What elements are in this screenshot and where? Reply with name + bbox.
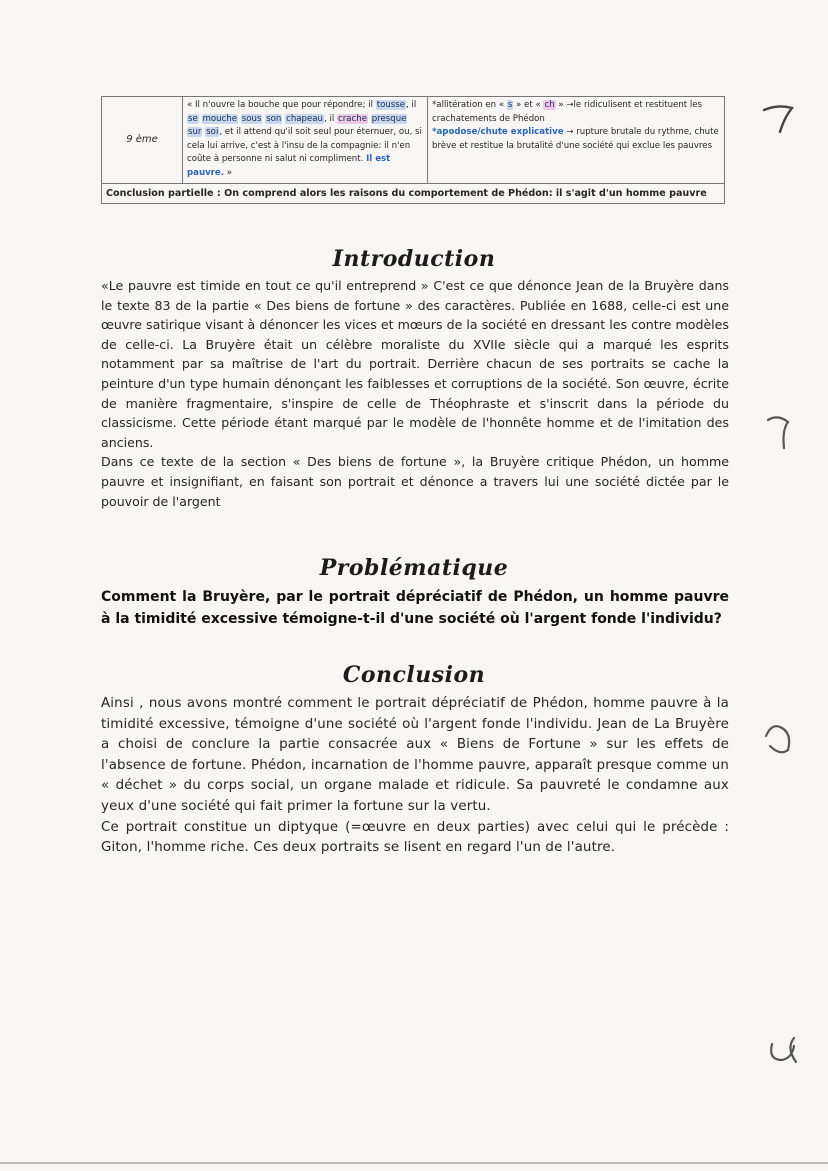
conclusion-text bbox=[101, 694, 729, 859]
introduction-paragraph: «Le pauvre est timide en tout ce qu'il entreprend » C'est ce que dénonce Jean de la Bruyère dans le texte 83 de la partie « Des biens de fortune » des caractères. Publiée en 1688, celle-ci est une œuvre satirique visant à dénoncer les vices et mœurs de la société en dressant les contre modèles de celle-ci. La Bruyère était un célèbre moraliste du XVIIe siècle qui a marqué les esprits notamment par sa maîtrise de l'art du portrait. Derrière chacun de ses portraits se cache la peinture d'un type humain dénonçant les faiblesses et corruptions de la société. Son œuvre, écrite de manière fragmentaire, s'inspire de celle de Théophraste et s'inscrit dans la période du classicisme. Cette période étant marqué par le modèle de l'honnête homme et de l'imitation des anciens. bbox=[101, 278, 729, 450]
analysis-table bbox=[101, 96, 725, 204]
margin-mark bbox=[760, 100, 800, 136]
conclusion-paragraph: Ainsi , nous avons montré comment le portrait dépréciatif de Phédon, homme pauvre à la timidité excessive, témoigne d'une société où l'argent fonde l'individu. Jean de La Bruyère a choisi de conclure la partie consacrée aux « Biens de Fortune » sur les effets de l'absence de fortune. Phédon, incarnation de l'homme pauvre, apparaît presque comme un « déchet » du corps social, un organe malade et ridicule. Sa pauvreté le condamne aux yeux d'une société qui fait primer la fortune sur la vertu. bbox=[101, 696, 729, 814]
margin-mark bbox=[762, 408, 798, 452]
analysis-cell: *allitération en « s » et « ch » →le ridiculisent et restituent les crachatements de Phédon *apodose/chute explicative → rupture brutale du rythme, chute brève et restitue la brutalité d'une société qui exclue les pauvres bbox=[428, 97, 725, 184]
introduction-heading: Introduction bbox=[332, 246, 496, 272]
partial-conclusion: Conclusion partielle : On comprend alors les raisons du comportement de Phédon: il s'agit d'un homme pauvre bbox=[102, 183, 725, 204]
table-row bbox=[102, 183, 725, 204]
problematique-heading: Problématique bbox=[319, 555, 509, 581]
margin-mark bbox=[762, 1026, 808, 1070]
quote-cell: « Il n'ouvre la bouche que pour répondre; il tousse, il se mouche sous son chapeau, il crache presque sur soi, et il attend qu'il soit seul pour éternuer, ou, si cela lui arrive, c'est à l'insu de la compagnie: il n'en coûte à personne ni salut ni compliment. Il est pauvre. » bbox=[183, 97, 428, 184]
margin-mark bbox=[758, 716, 802, 760]
row-label: 9 ème bbox=[102, 97, 183, 184]
problematique-text: Comment la Bruyère, par le portrait dépréciatif de Phédon, un homme pauvre à la timidité excessive témoigne-t-il d'une société où l'argent fonde l'individu? bbox=[101, 589, 729, 627]
introduction-paragraph: Dans ce texte de la section « Des biens de fortune », la Bruyère critique Phédon, un homme pauvre et insignifiant, en faisant son portrait et dénonce a travers lui une société dictée par le pouvoir de l'argent bbox=[101, 454, 729, 509]
introduction-text bbox=[101, 276, 729, 511]
table-row bbox=[102, 97, 725, 184]
conclusion-paragraph: Ce portrait constitue un diptyque (=œuvre en deux parties) avec celui qui le précède : Giton, l'homme riche. Ces deux portraits se lisent en regard l'un de l'autre. bbox=[101, 819, 729, 856]
conclusion-heading: Conclusion bbox=[342, 662, 486, 688]
page-edge bbox=[0, 1162, 828, 1164]
